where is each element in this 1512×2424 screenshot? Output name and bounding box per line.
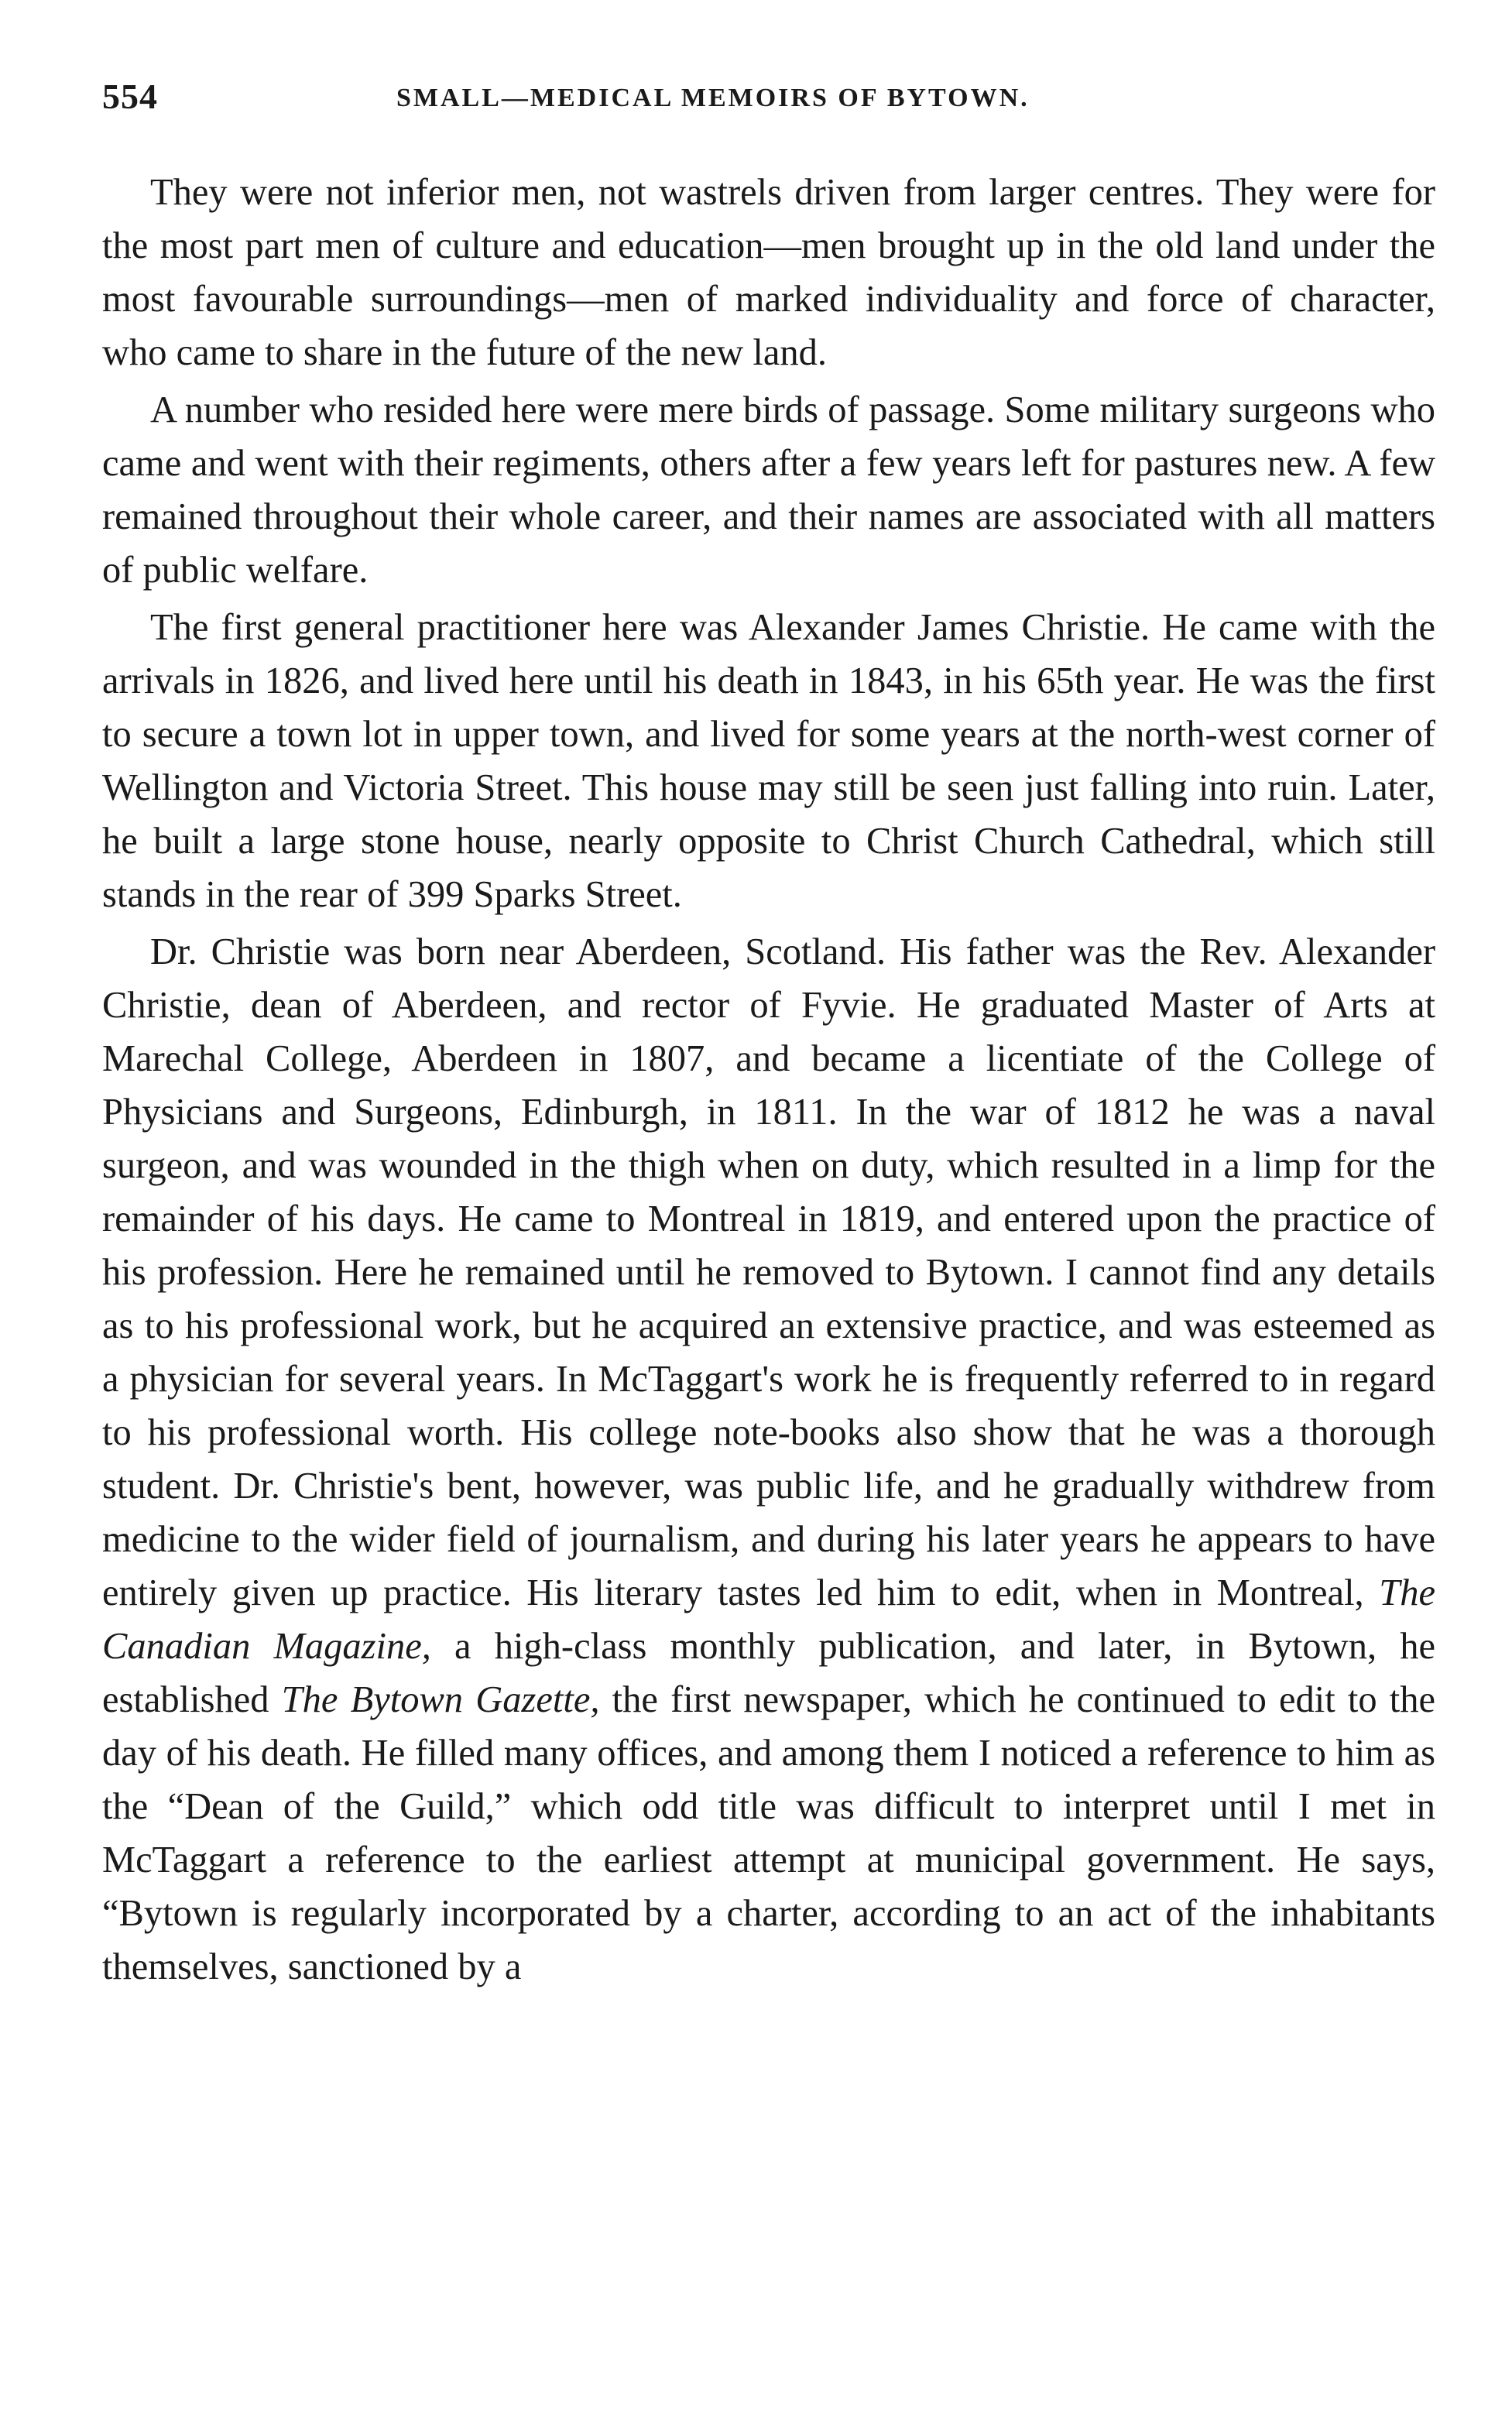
magazine-title: The Canadian Magazine,	[102, 1572, 1436, 1667]
paragraph-1: They were not inferior men, not wastrels driven from larger centres. They were for the most part men of culture and education—men brought up in the old land under the most favourable surroundings—men of marked individuality and force of character, who came to share in the future of the new land.	[102, 172, 1435, 373]
running-head: SMALL—MEDICAL MEMOIRS OF BYTOWN.	[396, 84, 1030, 112]
page-header	[102, 76, 1434, 130]
paragraph-4-text-1: Dr. Christie was born near Aberdeen, Scotland. His father was the Rev. Alexander Christie, dean of Aberdeen, and rector of Fyvie. He graduated Master of Arts at Marechal College, Aberdeen in 1807, and became a licentiate of the College of Physicians and Surgeons, Edinburgh, in 1811. In the war of 1812 he was a naval surgeon, and was wounded in the thigh when on duty, which resulted in a limp for the remainder of his days. He came to Montreal in 1819, and entered upon the practice of his profession. Here he remained until he removed to Bytown. I cannot find any details as to his professional work, but he acquired an extensive practice, and was esteemed as a physician for several years. In McTaggart's work he is frequently referred to in regard to his professional worth. His college note-books also show that he was a thorough student. Dr. Christie's bent, however, was public life, and he gradually withdrew from medicine to the wider field of journalism, and during his later years he appears to have entirely given up practice. His literary tastes led him to edit, when in Montreal,	[102, 931, 1435, 1613]
paragraph-4	[102, 925, 1435, 1994]
body-text	[102, 166, 1435, 1997]
paragraph-3: The first general practitioner here was Alexander James Christie. He came with the arrivals in 1826, and lived here until his death in 1843, in his 65th year. He was the first to secure a town lot in upper town, and lived for some years at the north-west corner of Wellington and Victoria Street. This house may still be seen just falling into ruin. Later, he built a large stone house, nearly opposite to Christ Church Cathedral, which still stands in the rear of 399 Sparks Street.	[102, 607, 1435, 915]
page-number: 554	[102, 77, 158, 116]
paragraph-2: A number who resided here were mere birds of passage. Some military surgeons who came and went with their regiments, others after a few years left for pastures new. A few remained throughout their whole career, and their names are associated with all matters of public welfare.	[102, 389, 1435, 591]
gazette-title: The Bytown Gazette,	[281, 1679, 600, 1720]
paragraph-4-text-2: a high-class monthly publication, and later, in Bytown, he established	[102, 1626, 1435, 1720]
paragraph-4-text-3: the first newspaper, which he continued to edit to the day of his death. He filled many offices, and among them I noticed a reference to him as the “Dean of the Guild,” which odd title was difficult to interpret until I met in McTaggart a reference to the earliest attempt at municipal government. He says, “Bytown is regularly incorporated by a charter, according to an act of the inhabitants themselves, sanctioned by a	[102, 1679, 1435, 1987]
